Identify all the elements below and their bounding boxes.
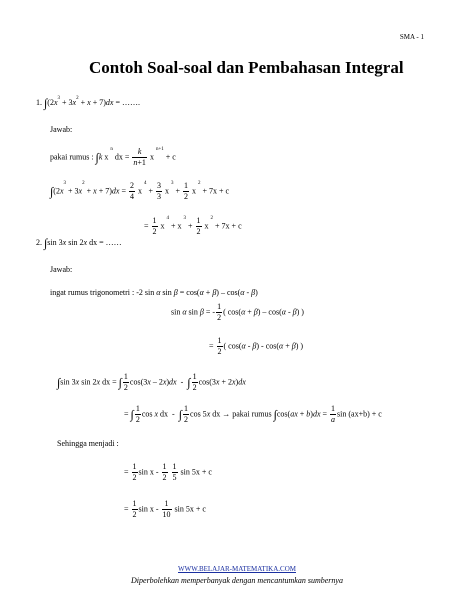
result-2: = $\frac{1}{2}$ sin x - $\frac{1}{10}$ sin 5x + c <box>124 499 206 519</box>
page-title: Contoh Soal-soal dan Pembahasan Integral <box>89 58 404 77</box>
problem-2-step-2: = ∫ $\frac{1}{2}$ cos x dx - ∫ $\frac{1}{2}$ cos 5x dx → pakai rumus ∫cos(ax + b)dx = $\frac{1}{a}$ sin (ax+b) + c <box>124 404 382 424</box>
problem-1-question: 1. $\int(2x^3 + 3x^2 + x + 7)dx$ = ……. <box>36 96 140 110</box>
problem-2-number: 2. <box>36 237 42 247</box>
problem-1-step-2: = $\frac{1}{2}$ x $^4$ + x $^3$ + $\frac{1}{2}$ x $^2$ + 7x + c <box>144 216 242 236</box>
trig-identity-1: ingat rumus trigonometri : -2 sin α sin β = cos(α + β) – cos(α - β) <box>50 288 258 297</box>
problem-2-jawab: Jawab: <box>50 265 73 274</box>
trig-identity-3: = $\frac{1}{2}$ ( cos(α - β) - cos(α + β) ) <box>209 336 304 356</box>
problem-1-number: 1. <box>36 97 42 107</box>
trig-identity-2: sin α sin β = - $\frac{1}{2}$ ( cos(α + β) – cos(α - β) ) <box>171 302 304 322</box>
result-1: = $\frac{1}{2}$ sin x - $\frac{1}{2}$ $\frac{1}{5}$ sin 5x + c <box>124 462 212 482</box>
footer-note: Diperbolehkan memperbanyak dengan mencantumkan sumbernya <box>131 576 343 585</box>
problem-2-question: 2. ∫sin 3x sin 2x dx = …… <box>36 236 122 250</box>
sehingga-label: Sehingga menjadi : <box>57 439 119 448</box>
integral-sign: ∫ <box>44 96 48 110</box>
footer-link[interactable]: WWW.BELAJAR-MATEMATIKA.COM <box>178 565 296 573</box>
problem-1-jawab: Jawab: <box>50 125 73 134</box>
trig-label: ingat rumus trigonometri : <box>50 288 135 297</box>
page-label: SMA - 1 <box>399 33 424 41</box>
problem-1-rumus: pakai rumus : ∫k x $^n$ dx = $\frac{k}{n+1}$ x $^{n+1}$ + c <box>50 147 176 167</box>
problem-1-step-1: $\int(2x^3 + 3x^2 + x + 7)dx$ = $\frac{2}{4}$ x $^4$ + $\frac{3}{3}$ x $^3$ + $\frac{1}{2}$ x $^2$ + 7x + c <box>50 181 230 201</box>
problem-2-step-1: ∫sin 3x sin 2x dx = ∫ $\frac{1}{2}$ cos(3x – 2x)dx - ∫ $\frac{1}{2}$ cos(3x + 2x)dx <box>57 372 246 392</box>
rumus-label: pakai rumus : <box>50 152 94 162</box>
